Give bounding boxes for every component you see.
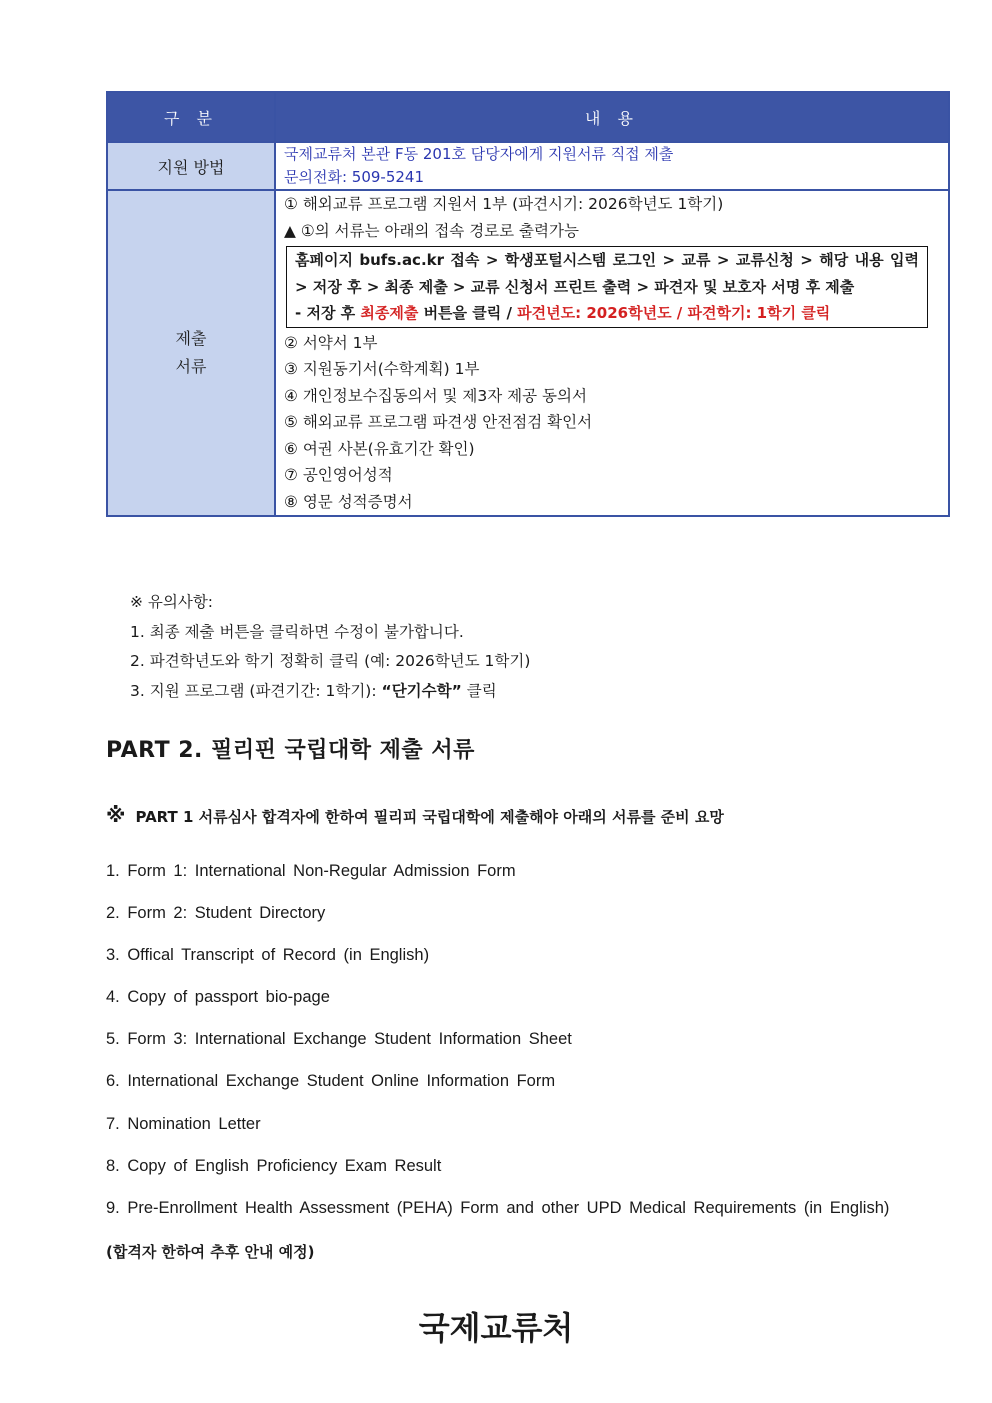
list-item: 3. Offical Transcript of Record (in English) xyxy=(106,946,430,965)
list-item: 4. Copy of passport bio-page xyxy=(106,988,330,1007)
office-signature: 국제교류처 xyxy=(418,1309,574,1347)
instruction-year-semester: 파견년도: 2026학년도 / 파견학기: 1학기 클릭 xyxy=(517,304,831,322)
method-content xyxy=(275,142,949,190)
list-item: 8. Copy of English Proficiency Exam Result xyxy=(106,1156,442,1175)
header-category: 구 분 xyxy=(107,92,275,142)
table-header-row xyxy=(107,92,949,142)
docs-item-5: ⑤ 해외교류 프로그램 파견생 안전점검 확인서 xyxy=(284,413,593,431)
list-item: 5. Form 3: International Exchange Student Information Sheet xyxy=(106,1030,572,1049)
docs-item-2: ② 서약서 1부 xyxy=(284,333,378,352)
precautions-title: ※ 유의사항: xyxy=(130,593,214,611)
application-info-table xyxy=(106,91,950,517)
docs-item-7: ⑦ 공인영어성적 xyxy=(284,466,393,484)
precaution-3-program: “단기수학” xyxy=(381,681,462,700)
docs-label xyxy=(107,190,275,516)
docs-label-line2: 서류 xyxy=(175,357,207,376)
part2-requirement xyxy=(106,803,724,827)
docs-item-3: ③ 지원동기서(수학계획) 1부 xyxy=(284,360,480,378)
docs-item-4: ④ 개인정보수집동의서 및 제3자 제공 동의서 xyxy=(284,386,587,405)
method-line1: 국제교류처 본관 F동 201호 담당자에게 지원서류 직접 제출 xyxy=(284,145,674,163)
requirement-text: PART 1 서류심사 합격자에 한하여 필리피 국립대학에 제출해야 아래의 서류를 준비 요망 xyxy=(135,808,724,826)
precaution-1: 1. 최종 제출 버튼을 클릭하면 수정이 불가합니다. xyxy=(130,622,464,641)
precaution-3-suffix: 클릭 xyxy=(461,681,497,700)
method-line2: 문의전화: 509-5241 xyxy=(284,168,424,186)
part2-heading: PART 2. 필리핀 국립대학 제출 서류 xyxy=(106,738,475,763)
instruction-mid: 버튼을 클릭 / xyxy=(418,304,518,322)
final-note: (합격자 한하여 추후 안내 예정) xyxy=(106,1243,315,1261)
header-content: 내 용 xyxy=(275,92,949,142)
list-item: 1. Form 1: International Non-Regular Admission Form xyxy=(106,862,516,880)
method-label: 지원 방법 xyxy=(107,142,275,190)
docs-item-1: ① 해외교류 프로그램 지원서 1부 (파견시기: 2026학년도 1학기) xyxy=(284,195,724,213)
portal-path-box xyxy=(286,246,928,328)
table-row-docs xyxy=(107,190,949,516)
list-item: 7. Nomination Letter xyxy=(106,1114,261,1133)
instruction-final-submit: 최종제출 xyxy=(360,304,419,322)
docs-item-6: ⑥ 여권 사본(유효기간 확인) xyxy=(284,439,475,458)
portal-path-instruction xyxy=(295,300,919,327)
precautions xyxy=(130,588,530,706)
list-item: 9. Pre-Enrollment Health Assessment (PEHA) Form and other UPD Medical Requirements (in English) xyxy=(106,1198,890,1217)
list-item: 6. International Exchange Student Online Information Form xyxy=(106,1072,556,1091)
docs-label-line1: 제출 xyxy=(175,329,207,348)
instruction-prefix: - 저장 후 xyxy=(295,304,361,322)
docs-item-8: ⑧ 영문 성적증명서 xyxy=(284,492,413,511)
precaution-3 xyxy=(130,677,530,707)
reference-mark: ※ xyxy=(106,803,126,827)
docs-content xyxy=(275,190,949,516)
table-row-method xyxy=(107,142,949,190)
precaution-2: 2. 파견학년도와 학기 정확히 클릭 (예: 2026학년도 1학기) xyxy=(130,652,531,670)
portal-path-text: 홈페이지 bufs.ac.kr 접속 > 학생포털시스템 로그인 > 교류 > 교류신청 > 해당 내용 입력 > 저장 후 > 최종 제출 > 교류 신청서 프린트 출력 > 파견자 및 보호자 서명 후 제출 xyxy=(295,251,919,296)
docs-print-note: ▲ ①의 서류는 아래의 접속 경로로 출력가능 xyxy=(284,221,579,240)
list-item: 2. Form 2: Student Directory xyxy=(106,904,326,923)
part2-document-list xyxy=(106,862,889,1241)
precaution-3-prefix: 3. 지원 프로그램 (파견기간: 1학기): xyxy=(130,681,382,700)
